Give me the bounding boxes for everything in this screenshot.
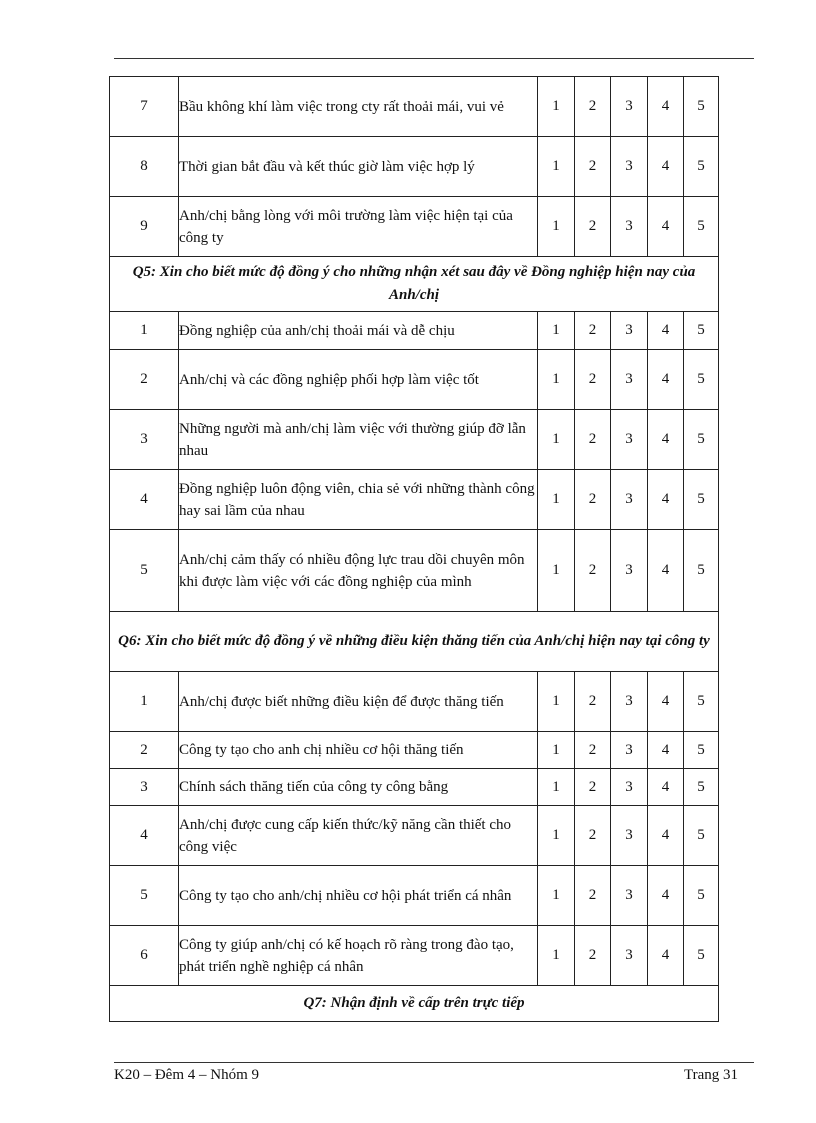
rating-option-5[interactable]: 5: [684, 470, 719, 530]
header-rule: [114, 58, 754, 59]
question-row: [110, 866, 719, 926]
rating-option-3[interactable]: 3: [611, 350, 648, 410]
item-number: 1: [110, 312, 179, 350]
item-statement: Anh/chị được cung cấp kiến thức/kỹ năng cần thiết cho công việc: [179, 806, 538, 866]
rating-option-4[interactable]: 4: [648, 530, 684, 612]
rating-option-3[interactable]: 3: [611, 672, 648, 732]
rating-option-2[interactable]: 2: [575, 197, 611, 257]
question-row: [110, 470, 719, 530]
rating-option-3[interactable]: 3: [611, 769, 648, 806]
item-number: 4: [110, 470, 179, 530]
rating-option-2[interactable]: 2: [575, 672, 611, 732]
rating-option-4[interactable]: 4: [648, 470, 684, 530]
item-statement: Chính sách thăng tiến của công ty công bằng: [179, 769, 538, 806]
rating-option-3[interactable]: 3: [611, 470, 648, 530]
item-number: 4: [110, 806, 179, 866]
item-statement: Công ty giúp anh/chị có kế hoạch rõ ràng trong đào tạo, phát triển nghề nghiệp cá nhân: [179, 926, 538, 986]
rating-option-4[interactable]: 4: [648, 350, 684, 410]
question-row: [110, 137, 719, 197]
rating-option-1[interactable]: 1: [538, 806, 575, 866]
rating-option-5[interactable]: 5: [684, 806, 719, 866]
footer-rule: [114, 1062, 754, 1063]
question-row: [110, 312, 719, 350]
item-statement: Bầu không khí làm việc trong cty rất thoải mái, vui vẻ: [179, 77, 538, 137]
rating-option-5[interactable]: 5: [684, 530, 719, 612]
rating-option-3[interactable]: 3: [611, 410, 648, 470]
rating-option-3[interactable]: 3: [611, 197, 648, 257]
rating-option-3[interactable]: 3: [611, 137, 648, 197]
rating-option-5[interactable]: 5: [684, 137, 719, 197]
question-row: [110, 530, 719, 612]
question-row: [110, 77, 719, 137]
rating-option-2[interactable]: 2: [575, 410, 611, 470]
rating-option-5[interactable]: 5: [684, 866, 719, 926]
item-statement: Công ty tạo cho anh chị nhiều cơ hội thăng tiến: [179, 732, 538, 769]
rating-option-5[interactable]: 5: [684, 77, 719, 137]
item-statement: Đồng nghiệp của anh/chị thoải mái và dễ chịu: [179, 312, 538, 350]
rating-option-3[interactable]: 3: [611, 926, 648, 986]
rating-option-1[interactable]: 1: [538, 350, 575, 410]
rating-option-1[interactable]: 1: [538, 769, 575, 806]
section-row: [110, 986, 719, 1022]
rating-option-5[interactable]: 5: [684, 926, 719, 986]
section-row: [110, 257, 719, 312]
rating-option-3[interactable]: 3: [611, 806, 648, 866]
rating-option-3[interactable]: 3: [611, 732, 648, 769]
rating-option-1[interactable]: 1: [538, 732, 575, 769]
item-statement: Thời gian bắt đầu và kết thúc giờ làm việc hợp lý: [179, 137, 538, 197]
rating-option-2[interactable]: 2: [575, 470, 611, 530]
item-statement: Đồng nghiệp luôn động viên, chia sẻ với những thành công hay sai lầm của nhau: [179, 470, 538, 530]
section-heading: Q5: Xin cho biết mức độ đồng ý cho những nhận xét sau đây về Đồng nghiệp hiện nay của Anh/chị: [110, 257, 719, 312]
rating-option-1[interactable]: 1: [538, 137, 575, 197]
rating-option-4[interactable]: 4: [648, 732, 684, 769]
section-heading: Q7: Nhận định về cấp trên trực tiếp: [110, 986, 719, 1022]
item-number: 2: [110, 732, 179, 769]
item-statement: Anh/chị bằng lòng với môi trường làm việc hiện tại của công ty: [179, 197, 538, 257]
rating-option-2[interactable]: 2: [575, 77, 611, 137]
rating-option-1[interactable]: 1: [538, 410, 575, 470]
rating-option-5[interactable]: 5: [684, 769, 719, 806]
question-row: [110, 197, 719, 257]
rating-option-4[interactable]: 4: [648, 866, 684, 926]
item-number: 1: [110, 672, 179, 732]
rating-option-4[interactable]: 4: [648, 672, 684, 732]
rating-option-3[interactable]: 3: [611, 312, 648, 350]
item-number: 5: [110, 866, 179, 926]
rating-option-2[interactable]: 2: [575, 866, 611, 926]
rating-option-4[interactable]: 4: [648, 312, 684, 350]
item-statement: Những người mà anh/chị làm việc với thường giúp đỡ lẫn nhau: [179, 410, 538, 470]
rating-option-3[interactable]: 3: [611, 530, 648, 612]
rating-option-4[interactable]: 4: [648, 77, 684, 137]
rating-option-2[interactable]: 2: [575, 312, 611, 350]
section-heading: Q6: Xin cho biết mức độ đồng ý về những điều kiện thăng tiến của Anh/chị hiện nay tại công ty: [110, 612, 719, 672]
section-row: [110, 612, 719, 672]
rating-option-1[interactable]: 1: [538, 530, 575, 612]
item-number: 8: [110, 137, 179, 197]
rating-option-1[interactable]: 1: [538, 672, 575, 732]
question-row: [110, 926, 719, 986]
rating-option-2[interactable]: 2: [575, 350, 611, 410]
question-row: [110, 350, 719, 410]
rating-option-4[interactable]: 4: [648, 137, 684, 197]
rating-option-4[interactable]: 4: [648, 806, 684, 866]
rating-option-4[interactable]: 4: [648, 410, 684, 470]
footer-group-label: K20 – Đêm 4 – Nhóm 9: [114, 1067, 259, 1083]
rating-option-4[interactable]: 4: [648, 926, 684, 986]
item-number: 7: [110, 77, 179, 137]
rating-option-2[interactable]: 2: [575, 926, 611, 986]
question-row: [110, 410, 719, 470]
item-number: 3: [110, 769, 179, 806]
item-number: 2: [110, 350, 179, 410]
rating-option-2[interactable]: 2: [575, 137, 611, 197]
survey-table: [109, 76, 719, 1022]
rating-option-2[interactable]: 2: [575, 530, 611, 612]
question-row: [110, 769, 719, 806]
item-number: 9: [110, 197, 179, 257]
rating-option-4[interactable]: 4: [648, 769, 684, 806]
question-row: [110, 672, 719, 732]
rating-option-5[interactable]: 5: [684, 350, 719, 410]
item-number: 6: [110, 926, 179, 986]
rating-option-5[interactable]: 5: [684, 672, 719, 732]
question-row: [110, 732, 719, 769]
item-number: 3: [110, 410, 179, 470]
rating-option-1[interactable]: 1: [538, 77, 575, 137]
rating-option-1[interactable]: 1: [538, 312, 575, 350]
rating-option-2[interactable]: 2: [575, 769, 611, 806]
rating-option-5[interactable]: 5: [684, 732, 719, 769]
item-statement: Anh/chị được biết những điều kiện để được thăng tiến: [179, 672, 538, 732]
page-number: Trang 31: [683, 1067, 738, 1083]
rating-option-2[interactable]: 2: [575, 732, 611, 769]
rating-option-1[interactable]: 1: [538, 470, 575, 530]
rating-option-5[interactable]: 5: [684, 410, 719, 470]
item-number: 5: [110, 530, 179, 612]
question-row: [110, 806, 719, 866]
rating-option-4[interactable]: 4: [648, 197, 684, 257]
item-statement: Anh/chị cảm thấy có nhiều động lực trau dồi chuyên môn khi được làm việc với các đồng nghiệp của mình: [179, 530, 538, 612]
rating-option-1[interactable]: 1: [538, 197, 575, 257]
rating-option-2[interactable]: 2: [575, 806, 611, 866]
rating-option-3[interactable]: 3: [611, 77, 648, 137]
item-statement: Anh/chị và các đồng nghiệp phối hợp làm việc tốt: [179, 350, 538, 410]
rating-option-1[interactable]: 1: [538, 866, 575, 926]
rating-option-5[interactable]: 5: [684, 197, 719, 257]
rating-option-5[interactable]: 5: [684, 312, 719, 350]
rating-option-3[interactable]: 3: [611, 866, 648, 926]
rating-option-1[interactable]: 1: [538, 926, 575, 986]
item-statement: Công ty tạo cho anh/chị nhiều cơ hội phát triển cá nhân: [179, 866, 538, 926]
